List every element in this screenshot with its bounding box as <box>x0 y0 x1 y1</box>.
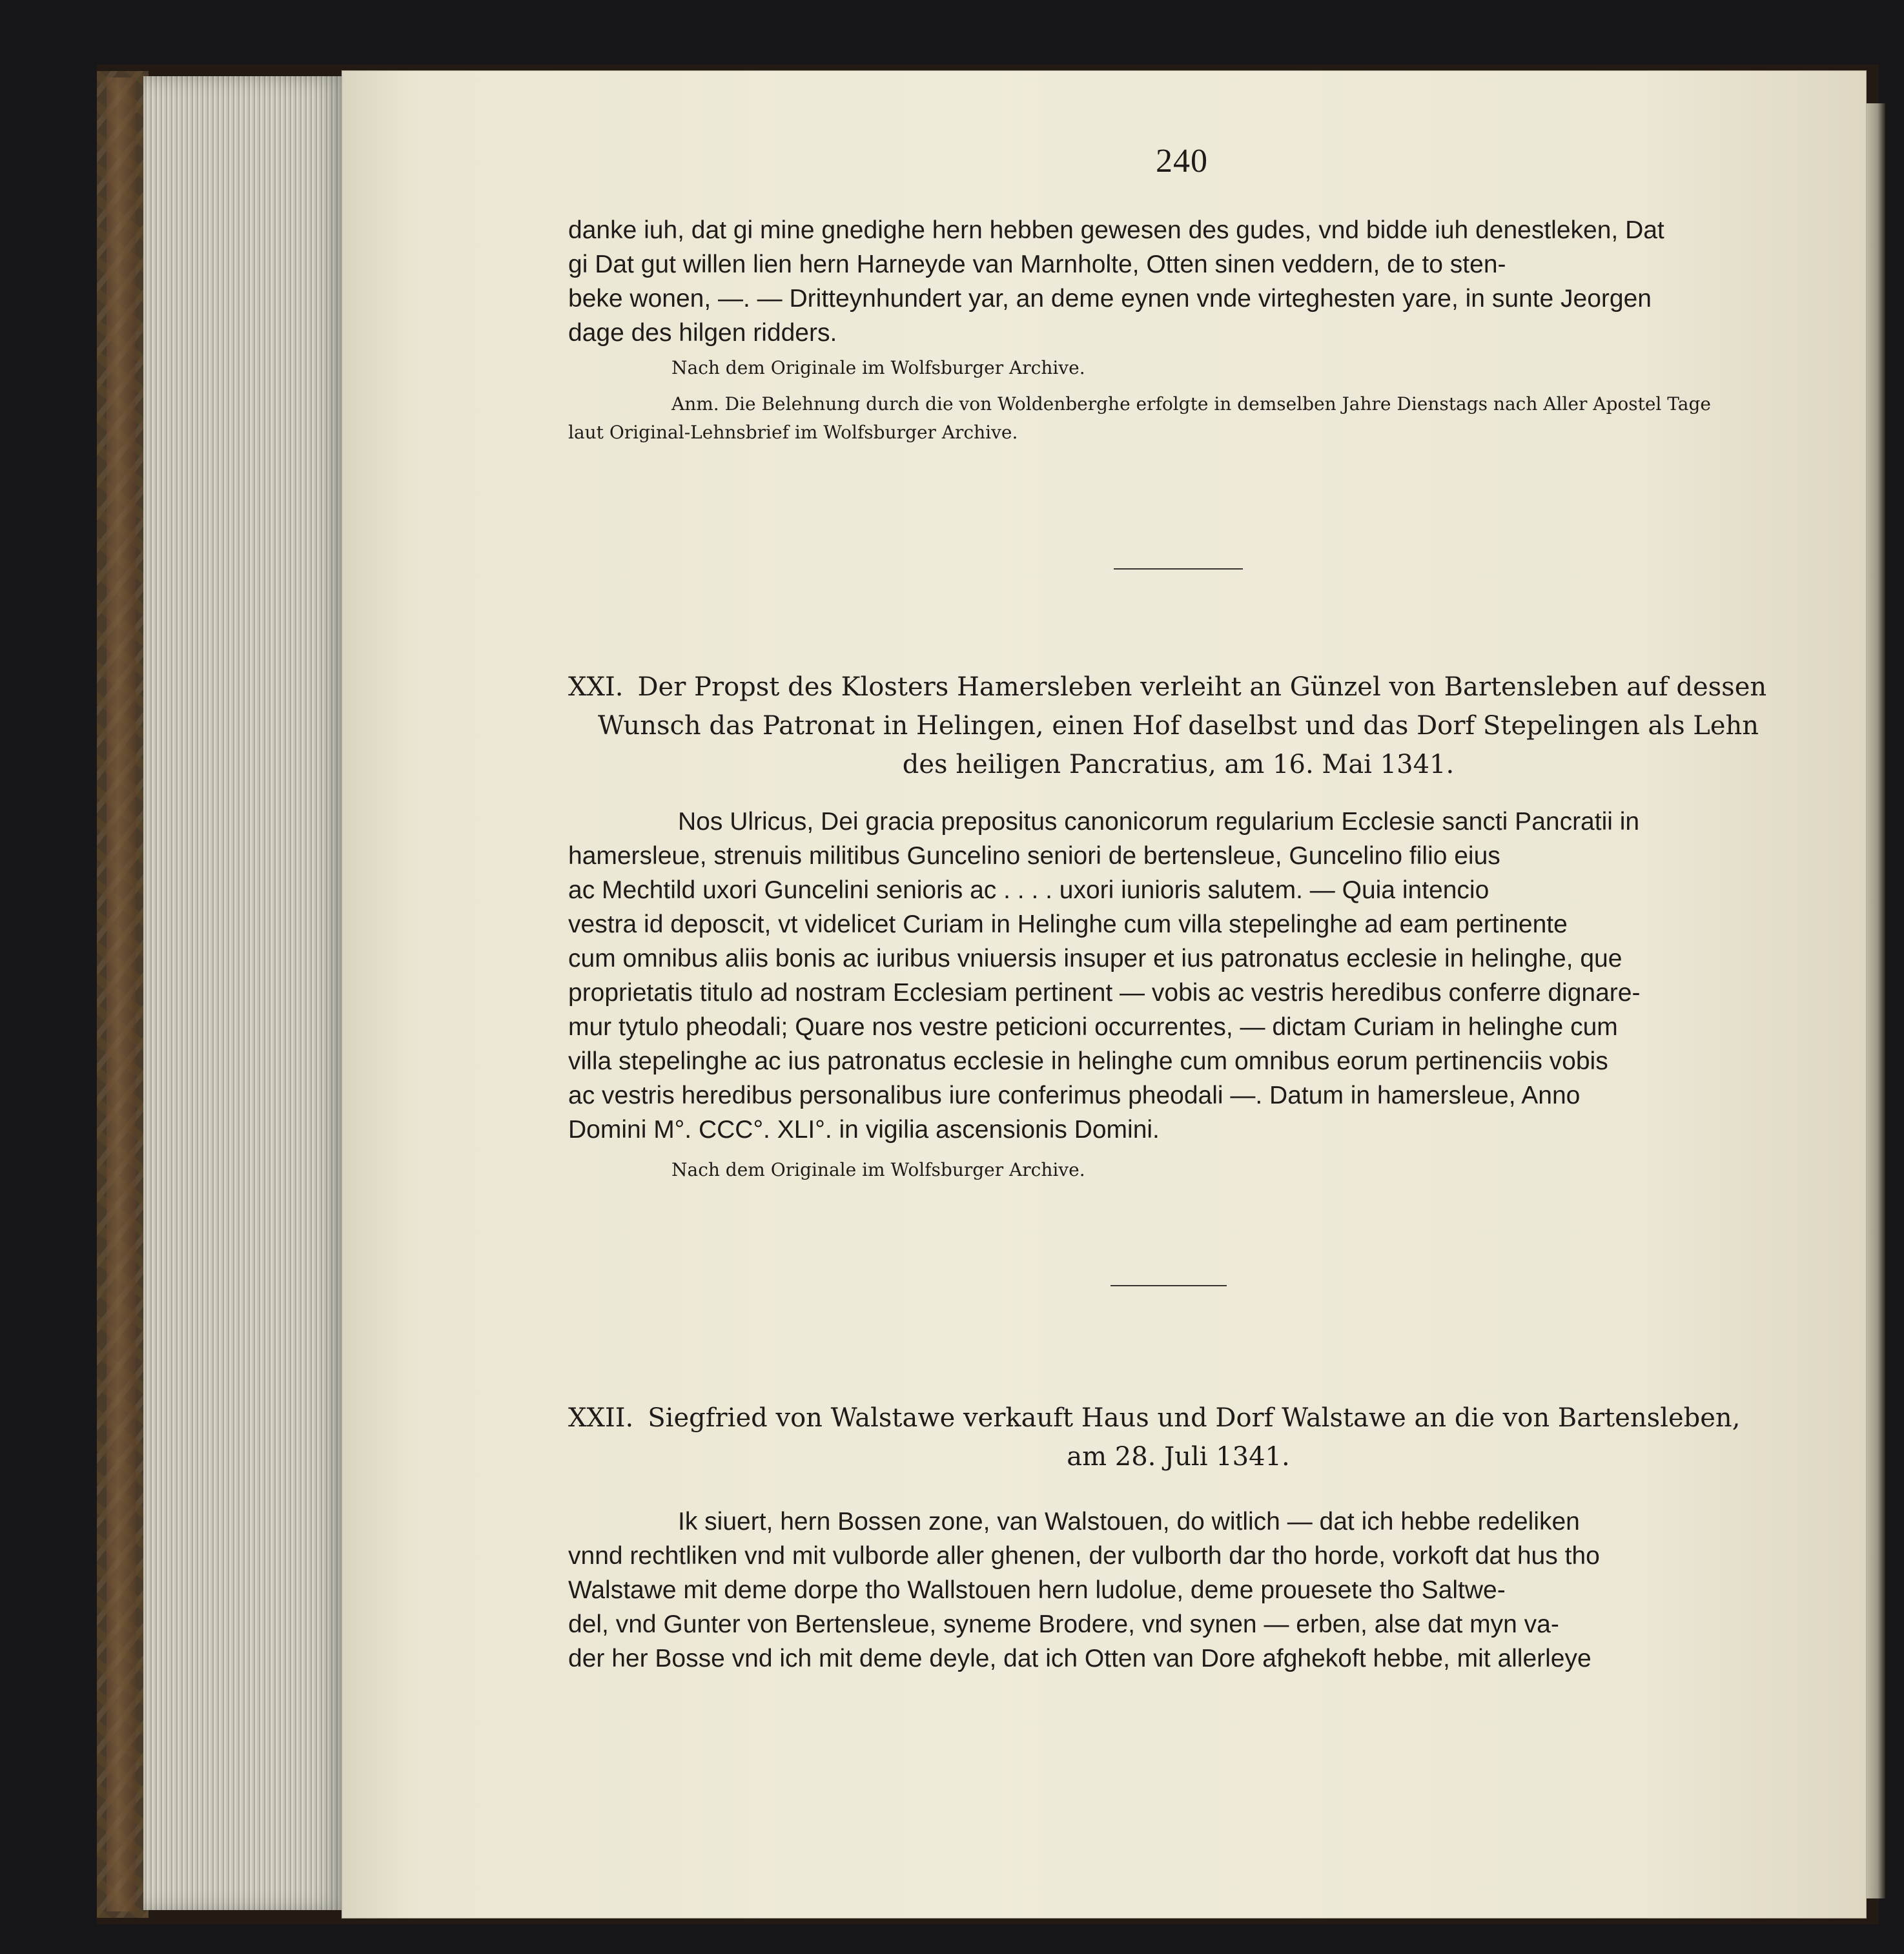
heading-line: Wunsch das Patronat in Helingen, einen Hof daselbst und das Dorf Stepelingen als Lehn <box>597 711 1759 741</box>
annotation: Anm. Die Belehnung durch die von Woldenberghe erfolgte in demselben Jahre Dienstags nach Aller Apostel Tage laut Original-Lehnsbrief im Wolfsburger Archive. <box>568 393 1711 443</box>
text-line: ac Mechtild uxori Guncelini senioris ac . . . . uxori iunioris salutem. — Quia intencio <box>568 876 1489 904</box>
source-note-1: Nach dem Originale im Wolfsburger Archive. <box>671 357 1085 378</box>
text-line: Nos Ulricus, Dei gracia prepositus canonicorum regularium Ecclesie sancti Pancratii in <box>678 808 1640 836</box>
text-line: proprietatis titulo ad nostram Ecclesiam pertinent — vobis ac vestris heredibus conferre dignare- <box>568 979 1641 1007</box>
page-number: 240 <box>1156 143 1208 180</box>
doc-xxi-heading <box>568 668 1788 784</box>
text-line: vestra id deposcit, vt videlicet Curiam in Helinghe cum villa stepelinghe ad eam pertinente <box>568 910 1568 938</box>
spine-binding <box>107 77 136 1911</box>
doc-xxii-text <box>568 1505 1788 1676</box>
text-line: vnnd rechtliken vnd mit vulborde aller ghenen, der vulborth dar tho horde, vorkoft dat hus tho <box>568 1542 1600 1570</box>
text-line: Domini M°. CCC°. XLI°. in vigilia ascensionis Domini. <box>568 1116 1160 1144</box>
doc-xxi-number: XXI. <box>568 672 624 702</box>
text-line: ac vestris heredibus personalibus iure conferimus pheodali —. Datum in hamersleue, Anno <box>568 1082 1581 1109</box>
doc-xxi-text <box>568 805 1788 1147</box>
doc-xxi-source-note: Nach dem Originale im Wolfsburger Archive. <box>671 1159 1085 1180</box>
doc-xxii-heading <box>568 1399 1788 1476</box>
text-line: villa stepelinghe ac ius patronatus ecclesie in helinghe cum omnibus eorum pertinenciis vobis <box>568 1047 1608 1075</box>
text-line: Ik siuert, hern Bossen zone, van Walstouen, do witlich — dat ich hebbe redeliken <box>678 1508 1580 1536</box>
heading-line: am 28. Juli 1341. <box>1067 1442 1290 1472</box>
text-line: del, vnd Gunter von Bertensleue, syneme Brodere, vnd synen — erben, alse dat myn va- <box>568 1610 1559 1638</box>
heading-line: Siegfried von Walstawe verkauft Haus und Dorf Walstawe an die von Bartensleben, <box>648 1403 1741 1433</box>
text-line: der her Bosse vnd ich mit deme deyle, dat ich Otten van Dore afghekoft hebbe, mit allerleye <box>568 1645 1592 1672</box>
text-line: hamersleue, strenuis militibus Guncelino seniori de bertensleue, Guncelino filio eius <box>568 842 1500 870</box>
text-line: Walstawe mit deme dorpe tho Wallstouen hern ludolue, deme prouesete tho Saltwe- <box>568 1576 1506 1604</box>
heading-line: des heiligen Pancratius, am 16. Mai 1341. <box>902 750 1455 779</box>
text-line: dage des hilgen ridders. <box>568 319 837 347</box>
top-paragraph <box>568 213 1788 350</box>
page-stack-edges <box>143 76 345 1910</box>
section-divider <box>1114 568 1243 570</box>
text-line: mur tytulo pheodali; Quare nos vestre peticioni occurrentes, — dictam Curiam in helinghe cum <box>568 1013 1618 1041</box>
section-divider <box>1111 1285 1227 1286</box>
doc-xxii-number: XXII. <box>568 1403 634 1433</box>
heading-line: Der Propst des Klosters Hamersleben verleiht an Günzel von Bartensleben auf dessen <box>637 672 1767 702</box>
text-line: beke wonen, —. — Dritteynhundert yar, an deme eynen vnde virteghesten yare, in sunte Jeorgen <box>568 285 1652 313</box>
text-line: gi Dat gut willen lien hern Harneyde van Marnholte, Otten sinen veddern, de to sten- <box>568 251 1506 278</box>
text-line: cum omnibus aliis bonis ac iuribus vniuersis insuper et ius patronatus ecclesie in helinghe, que <box>568 945 1622 972</box>
text-line: danke iuh, dat gi mine gnedighe hern hebben gewesen des gudes, vnd bidde iuh denestleken, Dat <box>568 216 1664 244</box>
